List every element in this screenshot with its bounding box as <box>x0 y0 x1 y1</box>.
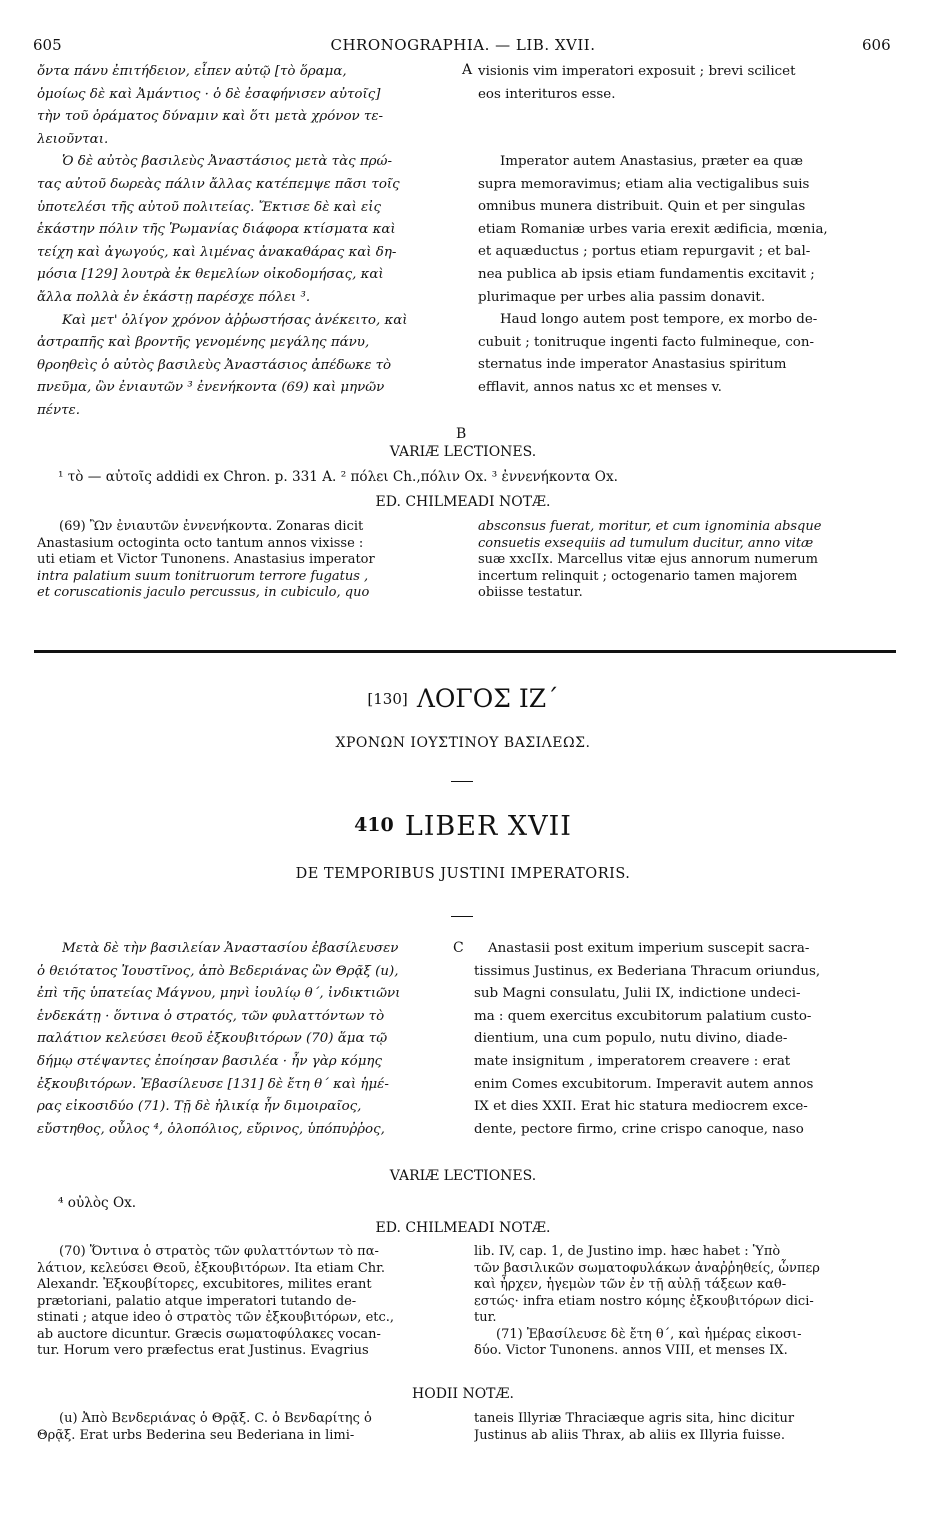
section-divider <box>34 650 896 653</box>
text-line: ma : quem exercitus excubitorum palatium custo- <box>474 1008 812 1024</box>
text-line: τείχη καὶ ἀγωγούς, καὶ λιμένας ἀνακαθάρας καὶ δη- <box>37 244 397 260</box>
text-line: ἐξκουβιτόρων. Ἐβασίλευσε [131] δὲ ἔτη θ΄ καὶ ἡμέ- <box>37 1076 389 1092</box>
text-line: Καὶ μετ' ὀλίγον χρόνον ἀῤῥωστήσας ἀνέκειτο, καὶ <box>62 312 408 328</box>
text-line: λειοῦνται. <box>37 131 109 147</box>
note-line: λάτιον, κελεύσει Θεοῦ, ἐξκουβιτόρων. Ita etiam Chr. <box>37 1260 386 1276</box>
chilmeadi-notae-heading: ED. CHILMEADI NOTÆ. <box>375 1220 551 1236</box>
text-line: ὁμοίως δὲ καὶ Ἀμάντιος · ὁ δὲ ἐσαφήνισεν αὐτοῖς] <box>37 86 381 102</box>
text-line: ἑκάστην πόλιν τῆς Ῥωμανίας διάφορα κτίσματα καὶ <box>37 222 396 238</box>
text-line: efflavit, annos natus xc et menses v. <box>478 379 722 395</box>
note-line: uti etiam et Victor Tunonens. Anastasius imperator <box>37 552 375 567</box>
text-line: sub Magni consulatu, Julii IX, indictione undeci- <box>474 986 801 1002</box>
page-number-right: 606 <box>862 36 891 54</box>
text-line: πέντε. <box>37 402 80 418</box>
text-line: eos interituros esse. <box>478 86 616 102</box>
note-line: tur. Horum vero præfectus erat Justinus. Evagrius <box>37 1343 369 1358</box>
note-line: obiisse testatur. <box>478 585 583 600</box>
note-line: et coruscationis jaculo percussus, in cubiculo, quo <box>37 585 370 600</box>
margin-marker-a: A <box>462 62 473 78</box>
text-line: τὴν τοῦ ὁράματος δύναμιν καὶ ὅτι μετὰ χρόνον τε- <box>37 109 384 125</box>
text-line: tissimus Justinus, ex Bederiana Thracum oriundus, <box>474 963 821 979</box>
section-number: 410 <box>354 814 394 836</box>
text-line: ρας εἰκοσιδύο (71). Τῇ δὲ ἡλικίᾳ ἦν διμοιραῖος, <box>37 1099 362 1115</box>
text-line: nea publica ab ipsis etiam fundamentis excitavit ; <box>478 266 815 282</box>
note-line: absconsus fuerat, moritur, et cum ignominia absque <box>478 519 822 534</box>
note-line: τῶν βασιλικῶν σωματοφυλάκων ἀναῤῥηθείς, ὧνπερ <box>474 1260 820 1276</box>
greek-section-subtitle: ΧΡΟΝΩΝ ΙΟΥΣΤΙΝΟΥ ΒΑΣΙΛΕΩΣ. <box>335 735 591 751</box>
note-line: (u) Ἀπὸ Βενδεριάνας ὁ Θρᾷξ. C. ὁ Βενδαρίτης ὁ <box>59 1411 372 1426</box>
text-line: Haud longo autem post tempore, ex morbo de- <box>500 312 818 328</box>
text-line: μόσια [129] λουτρὰ ἐκ θεμελίων οἰκοδομήσας, καὶ <box>37 267 384 283</box>
notae-left-column <box>37 519 452 602</box>
margin-marker-b: B <box>456 426 467 442</box>
running-title: CHRONOGRAPHIA. — LIB. XVII. <box>330 36 596 54</box>
text-line: visionis vim imperatori exposuit ; brevi scilicet <box>478 64 796 79</box>
hodii-left-column <box>37 1411 452 1444</box>
short-rule <box>451 781 473 782</box>
variae-lectiones-line: ¹ τὸ — αὐτοῖς addidi ex Chron. p. 331 A. ² πόλει Ch.,πόλιν Ox. ³ ἐννενήκοντα Ox. <box>58 469 618 485</box>
hodii-right-column <box>474 1411 898 1444</box>
note-line: ab auctore dicuntur. Græcis σωματοφύλακες vocan- <box>37 1326 381 1342</box>
text-line: ἄλλα πολλὰ ἐν ἑκάστῃ παρέσχε πόλει ³. <box>37 289 311 305</box>
top-latin-column-2 <box>478 151 898 400</box>
note-line: Alexandr. Ἐξκουβίτορες, excubitores, milites erant <box>37 1277 372 1292</box>
note-line: lib. IV, cap. 1, de Justino imp. hæc habet : Ὑπὸ <box>474 1244 781 1259</box>
main-latin-column <box>474 938 898 1141</box>
margin-marker-c: C <box>453 940 464 956</box>
text-line: sternatus inde imperator Anastasius spiritum <box>478 357 787 373</box>
note-line: prætoriani, palatio atque imperatori tutando de- <box>37 1293 357 1309</box>
text-line: ὄντα πάνυ ἐπιτήδειον, εἶπεν αὐτῷ [τὸ ὅραμα, <box>37 64 347 79</box>
notae-left-column <box>37 1244 452 1360</box>
note-line: suæ xxcIIx. Marcellus vitæ ejus annorum numerum <box>478 552 818 567</box>
hodii-notae-heading: HODII NOTÆ. <box>412 1386 514 1402</box>
notae-right-column <box>478 519 898 602</box>
top-latin-column-1 <box>478 61 898 106</box>
text-line: παλάτιον κελεύσει θεοῦ ἐξκουβιτόρων (70) ἅμα τῷ <box>37 1031 388 1047</box>
chilmeadi-notae-heading: ED. CHILMEADI NOTÆ. <box>375 494 551 510</box>
note-line: incertum relinquit ; octogenario tamen majorem <box>478 568 798 584</box>
text-line: Ὁ δὲ αὐτὸς βασιλεὺς Ἀναστάσιος μετὰ τὰς πρώ- <box>62 154 392 170</box>
main-greek-column <box>37 938 459 1141</box>
text-line: IX et dies XXII. Erat hic statura mediocrem exce- <box>474 1099 808 1115</box>
note-line: taneis Illyriæ Thraciæque agris sita, hinc dicitur <box>474 1411 795 1426</box>
text-line: et aquæductus ; portus etiam repurgavit ; et bal- <box>478 244 811 260</box>
note-line: (71) Ἐβασίλευσε δὲ ἔτη θ΄, καὶ ἡμέρας εἰκοσι- <box>496 1326 802 1342</box>
note-line: intra palatium suum tonitruorum terrore fugatus , <box>37 568 369 584</box>
latin-book-title: LIBER XVII <box>404 811 572 842</box>
text-line: Anastasii post exitum imperium suscepit sacra- <box>488 941 810 956</box>
text-line: cubuit ; tonitruque ingenti facto fulmineque, con- <box>478 334 814 350</box>
variae-lectiones-line: ⁴ οὐλὸς Ox. <box>58 1195 137 1211</box>
section-bracket-number: [130] <box>367 690 408 708</box>
variae-lectiones-heading: VARIÆ LECTIONES. <box>389 444 537 460</box>
text-line: εὔστηθος, οὖλος ⁴, ὁλοπόλιος, εὔρινος, ὑπόπυῤῥος, <box>37 1121 385 1137</box>
text-line: τας αὐτοῦ δωρεὰς πάλιν ἄλλας κατέπεμψε πᾶσι τοῖς <box>37 176 400 192</box>
text-line: δήμῳ στέψαντες ἐποίησαν βασιλέα · ἦν γὰρ κόμης <box>37 1053 382 1069</box>
note-line: (70) Ὅντινα ὁ στρατὸς τῶν φυλαττόντων τὸ πα- <box>59 1244 379 1259</box>
note-line: Θρᾷξ. Erat urbs Bederina seu Bederiana in limi- <box>37 1427 355 1443</box>
text-line: θροηθεὶς ὁ αὐτὸς βασιλεὺς Ἀναστάσιος ἀπέδωκε τὸ <box>37 357 392 373</box>
text-line: Imperator autem Anastasius, præter ea quæ <box>500 154 803 169</box>
greek-book-title: ΛΟΓΟΣ ΙΖ΄ <box>416 684 559 713</box>
note-line: tur. <box>474 1310 497 1325</box>
text-line: ἐπὶ τῆς ὑπατείας Μάγνου, μηνὶ ἰουλίῳ θ΄, ἰνδικτιῶνι <box>37 986 401 1002</box>
text-line: ἀστραπῆς καὶ βροντῆς γενομένης μεγάλης πάνυ, <box>37 335 370 351</box>
text-line: supra memoravimus; etiam alia vectigalibus suis <box>478 176 810 192</box>
text-line: enim Comes excubitorum. Imperavit autem annos <box>474 1076 814 1092</box>
note-line: consuetis exsequiis ad tumulum ducitur, anno vitæ <box>478 535 814 551</box>
text-line: etiam Romaniæ urbes varia erexit ædificia, mœnia, <box>478 221 828 237</box>
note-line: stinati ; atque ideo ὁ στρατὸς τῶν ἐξκουβιτόρων, etc., <box>37 1310 395 1325</box>
latin-section-subtitle: DE TEMPORIBUS JUSTINI IMPERATORIS. <box>295 866 631 882</box>
text-line: ὑποτελέσι τῆς αὐτοῦ πολιτείας. Ἔκτισε δὲ καὶ εἰς <box>37 199 381 215</box>
text-line: dente, pectore firmo, crine crispo canoque, naso <box>474 1121 804 1137</box>
page-number-left: 605 <box>33 36 62 54</box>
text-line: Μετὰ δὲ τὴν βασιλείαν Ἀναστασίου ἐβασίλευσεν <box>62 941 399 956</box>
notae-right-column <box>474 1244 898 1360</box>
greek-section-title <box>0 684 926 713</box>
text-line: ἑνδεκάτῃ · ὅντινα ὁ στρατός, τῶν φυλαττόντων τὸ <box>37 1008 385 1024</box>
text-line: mate insignitum , imperatorem creavere : erat <box>474 1053 791 1069</box>
note-line: Anastasium octoginta octo tantum annos vixisse : <box>37 535 364 551</box>
note-line: εστώς· infra etiam nostro κόμης ἐξκουβιτόρων dici- <box>474 1293 814 1309</box>
text-line: dientium, una cum populo, nutu divino, diade- <box>474 1031 788 1047</box>
text-line: omnibus munera distribuit. Quin et per singulas <box>478 199 806 215</box>
text-line: plurimaque per urbes alia passim donavit. <box>478 289 766 305</box>
note-line: καὶ ἦρχεν, ἡγεμὼν τῶν ἐν τῇ αὐλῇ τάξεων καθ- <box>474 1277 787 1292</box>
top-greek-column <box>37 61 465 423</box>
note-line: (69) Ὢν ἐνιαυτῶν ἐννενήκοντα. Zonaras dicit <box>59 519 364 534</box>
short-rule <box>451 916 473 917</box>
latin-section-title <box>0 811 926 842</box>
note-line: δύο. Victor Tunonens. annos VIII, et menses IX. <box>474 1343 788 1358</box>
note-line: Justinus ab aliis Thrax, ab aliis ex Illyria fuisse. <box>474 1427 785 1443</box>
text-line: ὁ θειότατος Ἰουστῖνος, ἀπὸ Βεδεριάνας ὢν Θρᾷξ (u), <box>37 963 399 979</box>
variae-lectiones-heading: VARIÆ LECTIONES. <box>389 1168 537 1184</box>
text-line: πνεῦμα, ὢν ἐνιαυτῶν ³ ἐνενήκοντα (69) καὶ μηνῶν <box>37 380 385 396</box>
